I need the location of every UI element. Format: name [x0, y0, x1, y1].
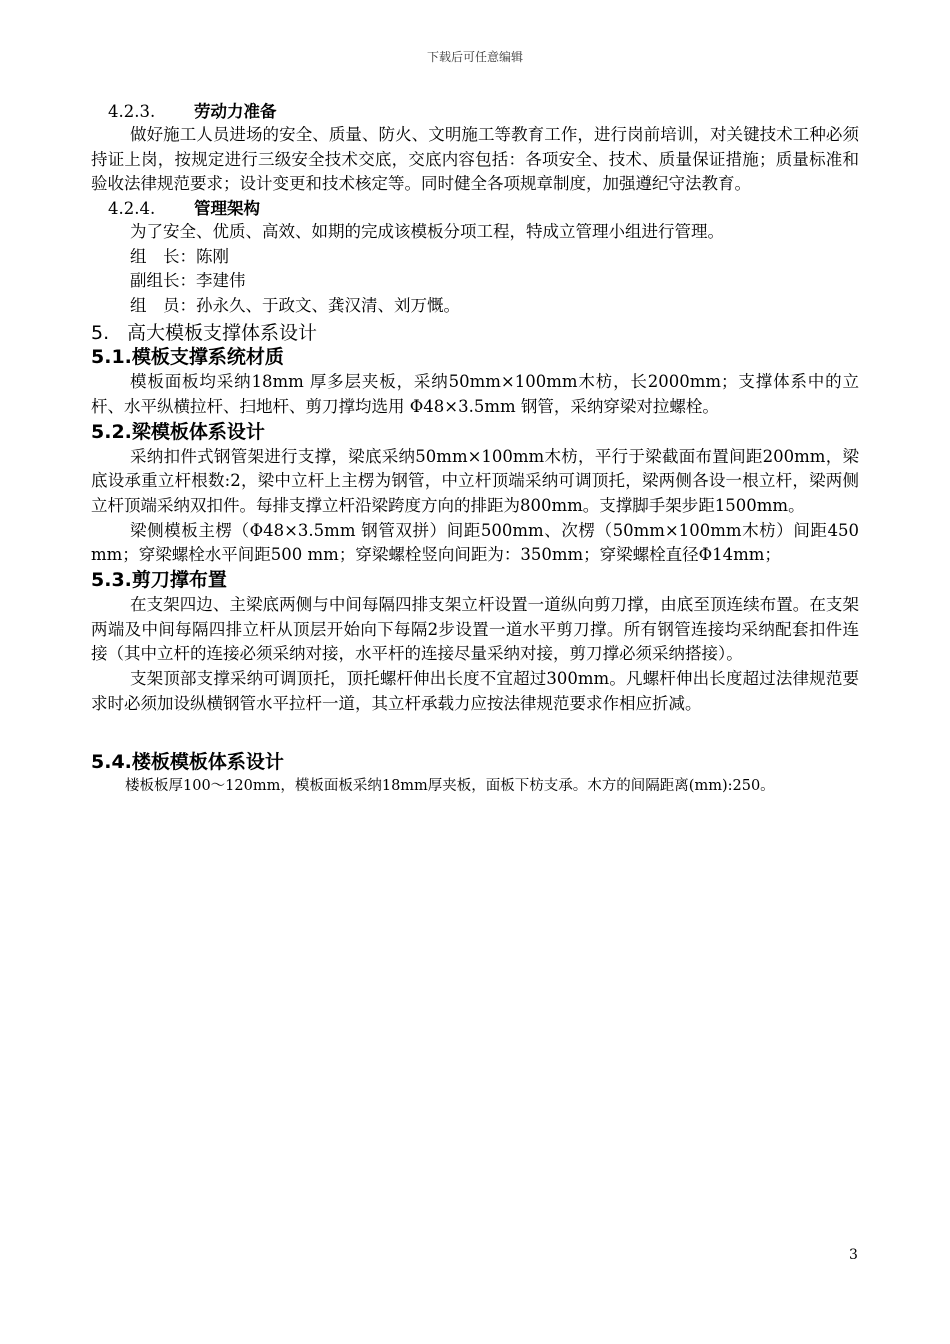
heading-number: 4.2.3. — [108, 102, 156, 121]
paragraph-beam-support: 采纳扣件式钢管架进行支撑，梁底采纳50mm×100mm木枋，平行于梁截面布置间距200mm，梁底设承重立杆根数:2，梁中立杆上主楞为钢管，中立杆顶端采纳可调顶托，梁两侧各设一根立杆，梁两侧立杆顶端采纳双扣件。每排支撑立杆沿梁跨度方向的排距为800mm。支撑脚手架步距1500mm。 — [91, 446, 859, 515]
heading-5-2: 5.2.梁模板体系设计 — [91, 420, 265, 443]
paragraph-materials: 模板面板均采纳18mm 厚多层夹板，采纳50mm×100mm木枋，长2000mm；支撑体系中的立杆、水平纵横拉杆、扫地杆、剪刀撑均选用 Φ48×3.5mm 钢管，采纳穿梁对拉螺栓。 — [91, 372, 859, 416]
paragraph-labor: 做好施工人员进场的安全、质量、防火、文明施工等教育工作，进行岗前培训，对关键技术工种必须持证上岗，按规定进行三级安全技术交底，交底内容包括：各项安全、技术、质量保证措施；质量标准和验收法律规范要求；设计变更和技术核定等。同时健全各项规章制度，加强遵纪守法教育。 — [91, 125, 859, 194]
heading-number: 5. — [91, 322, 110, 345]
page-header: 下载后可任意编辑 — [426, 50, 523, 64]
team-members: 组 员：孙永久、于政文、龚汉清、刘万慨。 — [130, 295, 460, 315]
heading-4-2-4 — [108, 197, 859, 220]
heading-5 — [91, 321, 859, 345]
team-leader: 组 长：陈刚 — [130, 246, 229, 266]
heading-4-2-3 — [108, 100, 859, 123]
paragraph-top-support: 支架顶部支撑采纳可调顶托，顶托螺杆伸出长度不宜超过300mm。凡螺杆伸出长度超过法律规范要求时必须加设纵横钢管水平拉杆一道，其立杆承载力应按法律规范要求作相应折减。 — [91, 669, 859, 713]
team-deputy: 副组长：李建伟 — [130, 271, 246, 291]
paragraph-slab: 楼板板厚100～120mm，模板面板采纳18mm厚夹板，面板下枋支承。木方的间隔距离(mm):250。 — [125, 777, 775, 794]
heading-title: 管理架构 — [194, 199, 260, 219]
heading-5-3: 5.3.剪刀撑布置 — [91, 569, 227, 592]
heading-title: 高大模板支撑体系设计 — [127, 322, 318, 345]
paragraph-management: 为了安全、优质、高效、如期的完成该模板分项工程，特成立管理小组进行管理。 — [130, 222, 724, 242]
spacer — [91, 717, 859, 750]
paragraph-beam-side: 梁侧模板主楞（Φ48×3.5mm 钢管双拼）间距500mm、次楞（50mm×100mm木枋）间距450 mm；穿梁螺栓水平间距500 mm；穿梁螺栓竖向间距为：350mm；穿梁螺栓直径Φ14mm； — [91, 520, 859, 565]
heading-title: 劳动力准备 — [194, 102, 277, 121]
page-number: 3 — [849, 1247, 858, 1263]
heading-number: 4.2.4. — [108, 199, 156, 219]
heading-5-1: 5.1.模板支撑系统材质 — [91, 346, 284, 369]
heading-5-4: 5.4.楼板模板体系设计 — [91, 750, 284, 773]
document-body — [91, 100, 859, 797]
paragraph-bracing: 在支架四边、主梁底两侧与中间每隔四排支架立杆设置一道纵向剪刀撑，由底至顶连续布置。在支架两端及中间每隔四排立杆从顶层开始向下每隔2步设置一道水平剪刀撑。所有钢管连接均采纳配套扣件连接（其中立杆的连接必须采纳对接，水平杆的连接尽量采纳对接，剪刀撑必须采纳搭接）。 — [91, 595, 859, 664]
